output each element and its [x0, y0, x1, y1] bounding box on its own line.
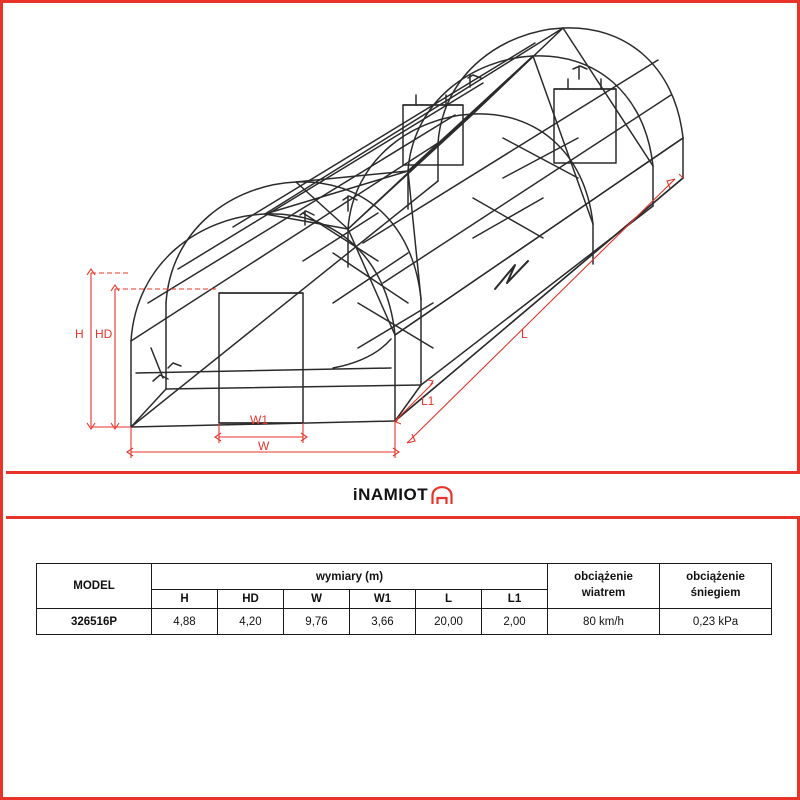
technical-drawing: [3, 3, 797, 471]
brand-name: iNAMIOT: [352, 485, 429, 504]
table-symbol-l: L: [416, 590, 482, 609]
table-symbol-w1: W1: [350, 590, 416, 609]
table-cell-hd: 4,20: [218, 609, 284, 635]
dimension-label-W1: W1: [250, 413, 268, 427]
table-symbol-h: H: [152, 590, 218, 609]
snow-load-line1: obciążenie: [686, 571, 745, 584]
table-header-snow-load: [660, 564, 772, 609]
brand-logo: [353, 485, 453, 505]
dimension-label-HD: HD: [95, 327, 113, 341]
table-symbol-w: W: [284, 590, 350, 609]
dimension-label-H: H: [75, 327, 84, 341]
dimension-label-W: W: [258, 439, 270, 453]
table-cell-snow: 0,23 kPa: [660, 609, 772, 635]
dimension-label-L1: L1: [421, 394, 435, 408]
brand-band: [6, 471, 800, 519]
snow-load-line2: śniegiem: [690, 587, 741, 599]
table-row: [37, 609, 772, 635]
tent-arch-icon: [431, 486, 453, 505]
table-cell-l: 20,00: [416, 609, 482, 635]
table-cell-w: 9,76: [284, 609, 350, 635]
dimension-label-L: L: [521, 327, 528, 341]
table-cell-model: 326516P: [37, 609, 152, 635]
table-header-model: MODEL: [37, 564, 152, 609]
table-symbol-l1: L1: [482, 590, 548, 609]
table-header-dimensions: wymiary (m): [152, 564, 548, 590]
wind-load-line2: wiatrem: [581, 587, 626, 599]
table-header-wind-load: [548, 564, 660, 609]
table-cell-w1: 3,66: [350, 609, 416, 635]
table-cell-l1: 2,00: [482, 609, 548, 635]
specification-table: [36, 563, 771, 635]
table-cell-wind: 80 km/h: [548, 609, 660, 635]
table-symbol-hd: HD: [218, 590, 284, 609]
wind-load-line1: obciążenie: [574, 571, 633, 584]
table-cell-h: 4,88: [152, 609, 218, 635]
